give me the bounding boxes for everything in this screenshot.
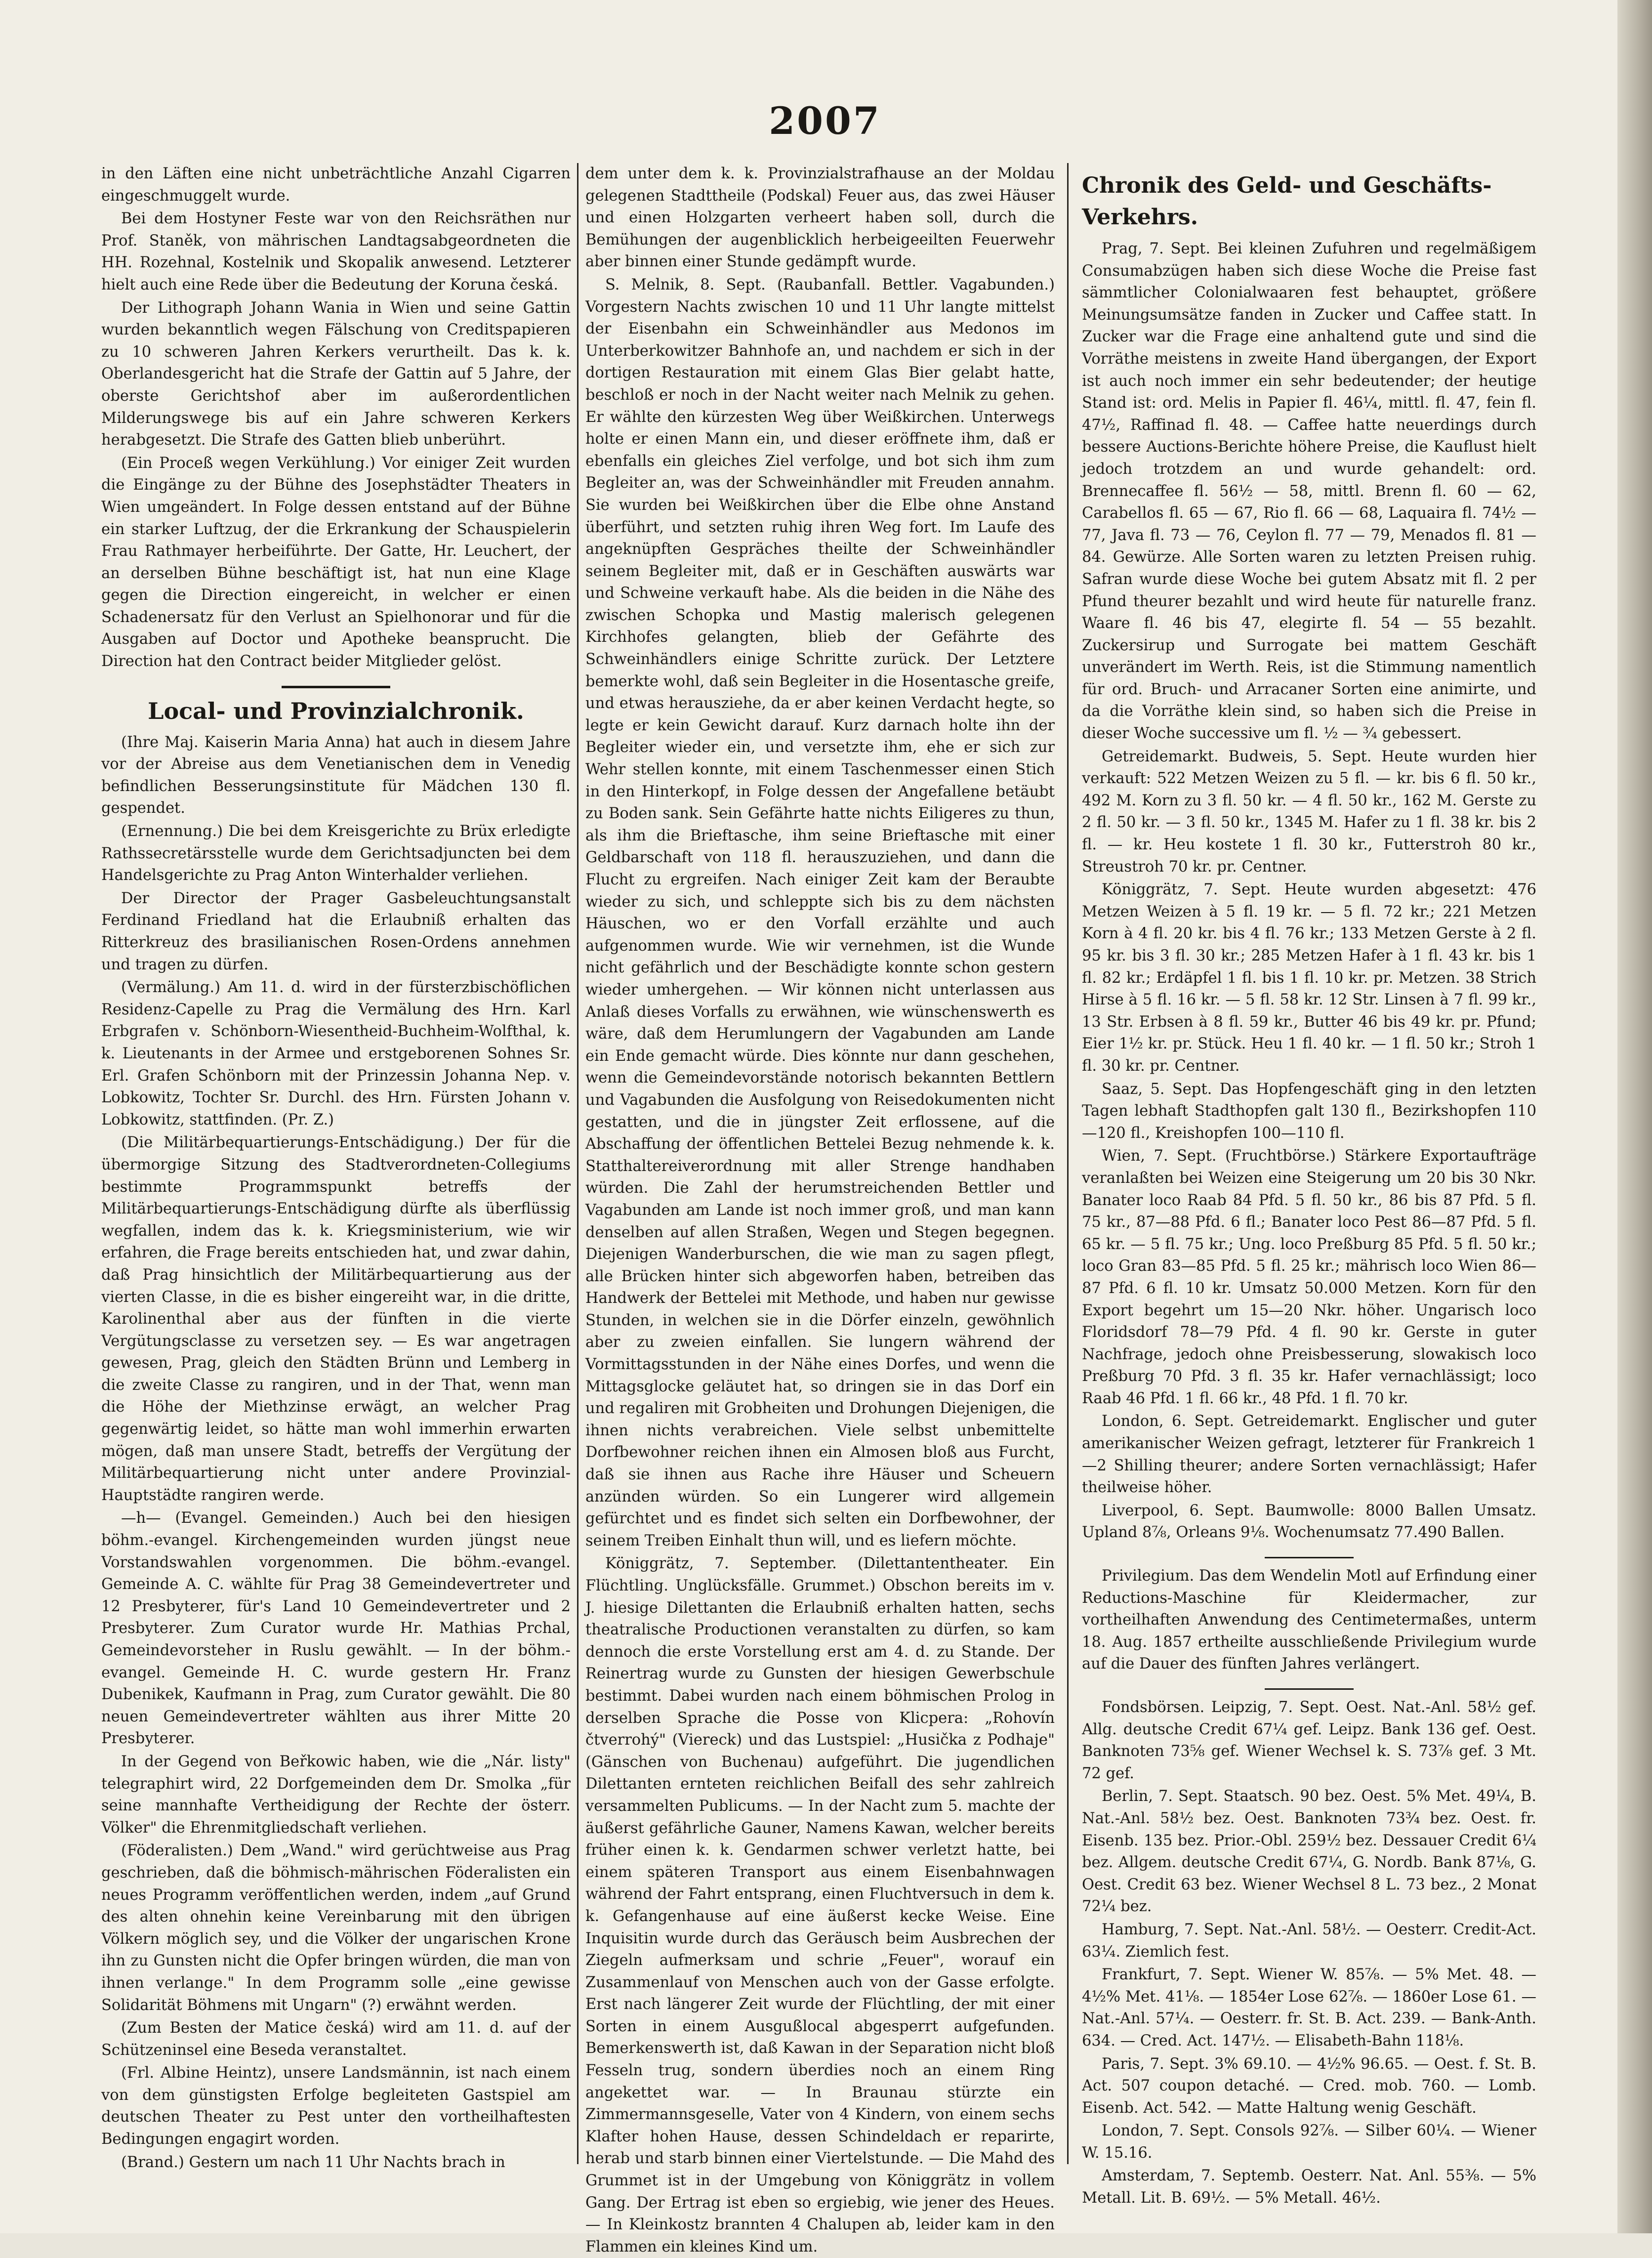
book-binding-edge	[1617, 0, 1652, 2233]
column-left	[101, 163, 571, 2171]
article-paragraph: (Brand.) Gestern um nach 11 Uhr Nachts brach in	[121, 2153, 505, 2171]
article-paragraph: (Ernennung.) Die bei dem Kreisgerichte zu Brüx erledigte Rathssecretärsstelle wurde dem Gerichtsadjuncten bei dem Handelsgerichte zu Prag Anton Winterhalder verliehen.	[101, 823, 571, 884]
market-report: Getreidemarkt. Budweis, 5. Sept. Heute wurden hier verkauft: 522 Metzen Weizen zu 5 fl. — kr. bis 6 fl. 50 kr., 492 M. Korn zu 3 fl. 50 kr. — 4 fl. 50 kr., 162 M. Gerste zu 2 fl. 50 kr. — 3 fl. 50 kr., 1345 M. Hafer zu 1 fl. 38 kr. bis 2 fl. — kr. Heu kostete 1 fl. 30 kr., Futterstroh 80 kr., Streustroh 70 kr. pr. Centner.	[1082, 748, 1536, 876]
exchange-report: Fondsbörsen. Leipzig, 7. Sept. Oest. Nat.-Anl. 58½ gef. Allg. deutsche Credit 67¼ gef. Leipz. Bank 136 gef. Oest. Banknoten 73⅝ gef. Wiener Wechsel k. S. 73⅞ gef. 3 Mt. 72 gef.	[1082, 1699, 1536, 1782]
column-middle	[585, 163, 1055, 2256]
article-paragraph: Der Director der Prager Gasbeleuchtungsanstalt Ferdinand Friedland hat die Erlaubniß erhalten das Ritterkreuz des brasilianischen Rosen-Ordens annehmen und tragen zu dürfen.	[101, 889, 571, 973]
market-report: Liverpool, 6. Sept. Baumwolle: 8000 Ballen Umsatz. Upland 8⅞, Orleans 9⅛. Wochenumsatz 77.490 Ballen.	[1082, 1502, 1536, 1542]
article-paragraph: (Ein Proceß wegen Verkühlung.) Vor einiger Zeit wurden die Eingänge zu der Bühne des Josephstädter Theaters in Wien umgeändert. In Folge dessen entstand auf der Bühne ein starker Luftzug, der die Erkrankung der Schauspielerin Frau Rathmayer herbeiführte. Der Gatte, Hr. Leuchert, der an derselben Bühne beschäftigt ist, hat nun eine Klage gegen die Direction eingereicht, in welcher er einen Schadenersatz für den Verlust an Spielhonorar und für die Ausgaben auf Doctor und Apotheke beansprucht. Die Direction hat den Contract beider Mitglieder gelöst.	[101, 454, 571, 670]
exchange-report: Paris, 7. Sept. 3% 69.10. — 4½% 96.65. — Oest. f. St. B. Act. 507 coupon detaché. — Cred. mob. 760. — Lomb. Eisenb. Act. 542. — Matte Haltung wenig Geschäft.	[1082, 2055, 1536, 2117]
article-paragraph: S. Melnik, 8. Sept. (Raubanfall. Bettler. Vagabunden.) Vorgestern Nachts zwischen 10 und 11 Uhr langte mittelst der Eisenbahn ein Schweinhändler aus Medonos im Unterberkowitzer Bahnhofe an, und nachdem er sich in der dortigen Restauration mit einem Glas Bier gelabt hatte, beschloß er noch in der Nacht weiter nach Melnik zu gehen. Er wählte den kürzesten Weg über Weißkirchen. Unterwegs holte er einen Mann ein, und dieser eröffnete ihm, daß er ebenfalls ein gleiches Ziel verfolge, und bot sich ihm zum Begleiter an, was der Schweinhändler mit Freuden annahm. Sie wurden bei Weißkirchen über die Elbe ohne Anstand überführt, und setzten ruhig ihren Weg fort. Im Laufe des angeknüpften Gespräches theilte der Schweinhändler seinem Begleiter mit, daß er in Geschäften auswärts war und Schweine verkauft habe. Als die beiden in die Nähe des zwischen Schopka und Mastig malerisch gelegenen Kirchhofes gelangten, blieb der Gefährte des Schweinhändlers einige Schritte zurück. Der Letztere bemerkte wohl, daß sein Begleiter in die Hosentasche greife, und etwas herausziehe, da er aber keinen Verdacht hegte, so legte er kein Gewicht darauf. Kurz darnach holte ihn der Begleiter wieder ein, und versetzte ihm, ehe er sich zur Wehr stellen konnte, mit einem Taschenmesser einen Stich in den Hinterkopf, in Folge dessen der Angefallene betäubt zu Boden sank. Sein Gefährte hatte nichts Eiligeres zu thun, als ihm die Brieftasche, ihm seine Brieftasche mit einer Geldbarschaft von 118 fl. herauszuziehen, und dann die Flucht zu ergreifen. Nach einiger Zeit kam der Beraubte wieder zu sich, und schleppte sich bis zu dem nächsten Häuschen, wo er den Vorfall erzählte und auch aufgenommen wurde. Wie wir vernehmen, ist die Wunde nicht gefährlich und der Beschädigte konnte schon gestern wieder umhergehen. — Wir können nicht unterlassen aus Anlaß dieses Vorfalls zu erwähnen, wie wünschenswerth es wäre, daß dem Herumlungern der Vagabunden am Lande ein Ende gemacht würde. Dies könnte nur dann geschehen, wenn die Gemeindevorstände notorisch bekannten Bettlern und Vagabunden die Ausfolgung von Reisedokumenten nicht gestatten, und die in jüngster Zeit erflossene, auf die Abschaffung der öffentlichen Bettelei Bezug nehmende k. k. Statthaltereiverordnung mit aller Strenge handhaben würden. Die Zahl der herumstreichenden Bettler und Vagabunden am Lande ist noch immer groß, und man kann denselben auf allen Straßen, Wegen und Stegen begegnen. Diejenigen Wanderburschen, die wie man zu sagen pflegt, alle Brücken hinter sich abgeworfen haben, betreiben das Handwerk der Bettelei mit Methode, und haben nur gewisse Stunden, in welchen sie in die Dörfer einzeln, gewöhnlich aber zu zweien einfallen. Sie lungern während der Vormittagsstunden in der Nähe eines Dorfes, und wenn die Mittagsglocke geläutet hat, so dringen sie in das Dorf ein und regaliren mit Grobheiten und Drohungen Diejenigen, die ihnen nichts verabreichen. Viele selbst unbemittelte Dorfbewohner reichen ihnen ein Almosen bloß aus Furcht, daß sie ihnen aus Rache ihre Häuser und Scheuern anzünden würden. So ein Lungerer wird allgemein gefürchtet und es findet sich selten ein Dorfbewohner, der seinem Treiben Einhalt thun will, und es liefern möchte.	[585, 276, 1055, 1549]
column-divider	[1067, 163, 1069, 2164]
market-report: Saaz, 5. Sept. Das Hopfengeschäft ging in den letzten Tagen lebhaft Stadthopfen galt 130 fl., Bezirkshopfen 110—120 fl., Kreishopfen 100—110 fl.	[1082, 1080, 1536, 1142]
section-heading-local-chronicle: Local- und Provinzialchronik.	[148, 697, 524, 724]
article-paragraph: Bei dem Hostyner Feste war von den Reichsräthen nur Prof. Staněk, von mährischen Landtagsabgeordneten die HH. Rozehnal, Kostelnik und Skopalik anwesend. Letzterer hielt auch eine Rede über die Bedeutung der Koruna česká.	[101, 210, 571, 293]
article-paragraph: (Frl. Albine Heintz), unsere Landsmännin, ist nach einem von dem günstigsten Erfolge begleiteten Gastspiel am deutschen Theater zu Pest unter den vortheilhaftesten Bedingungen engagirt worden.	[101, 2064, 571, 2148]
market-report: Königgrätz, 7. Sept. Heute wurden abgesetzt: 476 Metzen Weizen à 5 fl. 19 kr. — 5 fl. 72 kr.; 221 Metzen Korn à 4 fl. 20 kr. bis 4 fl. 76 kr.; 133 Metzen Gerste à 2 fl. 95 kr. bis 3 fl. 30 kr.; 285 Metzen Hafer à 1 fl. 43 kr. bis 1 fl. 82 kr.; Erdäpfel 1 fl. bis 1 fl. 10 kr. pr. Metzen. 38 Strich Hirse à 5 fl. 16 kr. — 5 fl. 58 kr. 12 Str. Linsen à 7 fl. 99 kr., 13 Str. Erbsen à 8 fl. 59 kr., Butter 46 bis 49 kr. pr. Pfund; Eier 1½ kr. pr. Stück. Heu 1 fl. 40 kr. — 1 fl. 50 kr.; Stroh 1 fl. 30 kr. pr. Centner.	[1082, 881, 1536, 1075]
section-heading-money-chronicle: Chronik des Geld- und Geschäfts-Verkehrs.	[1082, 173, 1492, 230]
section-divider	[282, 686, 390, 688]
exchange-report: Frankfurt, 7. Sept. Wiener W. 85⅞. — 5% Met. 48. — 4½% Met. 41⅛. — 1854er Lose 62⅞. — 1860er Lose 61. — Nat.-Anl. 57¼. — Oesterr. fr. St. B. Act. 239. — Bank-Anth. 634. — Cred. Act. 147½. — Elisabeth-Bahn 118⅛.	[1082, 1966, 1536, 2049]
market-report: Prag, 7. Sept. Bei kleinen Zufuhren und regelmäßigem Consumabzügen haben sich diese Woche die Preise fast sämmtlicher Colonialwaaren fest behauptet, größere Meinungsumsätze fanden in Zucker und Caffee statt. In Zucker war die Frage eine anhaltend gute und sind die Vorräthe meistens in zweite Hand übergangen, der Export ist auch noch immer ein sehr bedeutender; der heutige Stand ist: ord. Melis in Papier fl. 46¼, mittl. fl. 47, fein fl. 47½, Raffinad fl. 48. — Caffee hatte neuerdings durch bessere Auctions-Berichte höhere Preise, die Kauflust hielt jedoch trotzdem an und wurde gehandelt: ord. Brennecaffee fl. 56½ — 58, mittl. Brenn fl. 60 — 62, Carabellos fl. 65 — 67, Rio fl. 66 — 68, Laquaira fl. 74½ — 77, Java fl. 73 — 76, Ceylon fl. 77 — 79, Menados fl. 81 — 84. Gewürze. Alle Sorten waren zu letzten Preisen ruhig. Safran wurde diese Woche bei gutem Absatz mit fl. 2 per Pfund theurer bezahlt und wird heute für naturelle franz. Waare fl. 46 bis 47, elegirte fl. 54 — 55 bezahlt. Zuckersirup und Surrogate bei mattem Geschäft unverändert im Werth. Reis, ist die Stimmung namentlich für ord. Bruch- und Arracaner Sorten eine animirte, und da die Vorräthe klein sind, so haben sich die Preise in dieser Woche successive um fl. ½ — ¾ gebessert.	[1082, 240, 1536, 743]
exchange-report: Amsterdam, 7. Septemb. Oesterr. Nat. Anl. 55⅜. — 5% Metall. Lit. B. 69½. — 5% Metall. 46½.	[1082, 2167, 1536, 2207]
section-divider	[1265, 1557, 1354, 1558]
article-paragraph: In der Gegend von Beřkowic haben, wie die „Nár. listy" telegraphirt wird, 22 Dorfgemeinden dem Dr. Smolka „für seine mannhafte Vertheidigung der Rechte der österr. Völker" die Ehrenmitgliedschaft verliehen.	[101, 1753, 571, 1837]
article-paragraph: (Die Militärbequartierungs-Entschädigung.) Der für die übermorgige Sitzung des Stadtverordneten-Collegiums bestimmte Programmspunkt betreffs der Militärbequartierungs-Entschädigung dürfte als überflüssig wegfallen, indem das k. k. Kriegsministerium, wie wir erfahren, die Frage bereits entschieden hat, und zwar dahin, daß Prag hinsichtlich der Militärbequartierung aus der vierten Classe, in die es bisher eingereiht war, in die dritte, Karolinenthal aber aus der fünften in die vierte Vergütungsclasse zu versetzen sey. — Es war angetragen gewesen, Prag, gleich den Städten Brünn und Lemberg in die zweite Classe zu rangiren, und in der That, wenn man die Höhe der Miethzinse erwägt, an welcher Prag gegenwärtig leidet, so hätte man wohl immerhin erwarten mögen, daß man unsere Stadt, betreffs der Vergütung der Militärbequartierung nicht unter andere Provinzial-Hauptstädte rangiren werde.	[101, 1134, 571, 1504]
market-report: London, 6. Sept. Getreidemarkt. Englischer und guter amerikanischer Weizen gefragt, letzterer für Frankreich 1—2 Shilling theurer; andere Sorten vernachlässigt; Hafer theilweise höher.	[1082, 1413, 1536, 1497]
page-number: 2007	[769, 99, 881, 143]
article-paragraph: in den Läften eine nicht unbeträchtliche Anzahl Cigarren eingeschmuggelt wurde.	[101, 165, 571, 205]
exchange-report: Hamburg, 7. Sept. Nat.-Anl. 58½. — Oesterr. Credit-Act. 63¼. Ziemlich fest.	[1082, 1921, 1536, 1961]
privilege-notice: Privilegium. Das dem Wendelin Motl auf Erfindung einer Reductions-Maschine für Kleidermacher, zur vortheilhaften Anwendung des Centimetermaßes, unterm 18. Aug. 1857 ertheilte ausschließende Privilegium wurde auf die Dauer des fünften Jahres verlängert.	[1082, 1567, 1536, 1673]
article-paragraph: Königgrätz, 7. September. (Dilettantentheater. Ein Flüchtling. Unglücksfälle. Grummet.) Obschon bereits im v. J. hiesige Dilettanten die Erlaubniß erhalten hatten, sechs theatralische Productionen veranstalten zu dürfen, so kam dennoch die erste Vorstellung erst am 4. d. zu Stande. Der Reinertrag wurde zu Gunsten der hiesigen Gewerbschule bestimmt. Dabei wurden nach einem böhmischen Prolog in derselben Sprache die Posse von Klicpera: „Rohovín čtverrohý" (Viereck) und das Lustspiel: „Husička z Podhaje" (Gänschen von Buchenau) aufgeführt. Die jugendlichen Dilettanten ernteten reichlichen Beifall des sehr zahlreich versammelten Publicums. — In der Nacht zum 5. machte der äußerst gefährliche Gauner, Namens Kawan, welcher bereits früher einen k. k. Gendarmen schwer verletzt hatte, bei einem späteren Transport aus einem Eisenbahnwagen während der Fahrt entsprang, einen Fluchtversuch in dem k. k. Gefangenhause auf eine äußerst kecke Weise. Eine Inquisitin wurde durch das Geräusch beim Ausbrechen der Ziegeln aufmerksam und schrie „Feuer", worauf ein Zusammenlauf von Menschen auch von der Gasse erfolgte. Erst nach längerer Zeit wurde der Flüchtling, der mit einer Sorten in einem Ausgußlocal abgesperrt aufgefunden. Bemerkenswerth ist, daß Kawan in der Separation nicht bloß Fesseln trug, sondern überdies noch an einem Ring angekettet war. — In Braunau stürzte ein Zimmermannsgeselle, Vater von 4 Kindern, von einem sechs Klafter hohen Hause, dessen Schindeldach er reparirte, herab und starb binnen einer Viertelstunde. — Die Mahd des Grummet ist in der Umgebung von Königgrätz in vollem Gang. Der Ertrag ist eben so ergiebig, wie jener des Heues. — In Kleinkostz brannten 4 Chalupen ab, leider kam in den Flammen ein kleines Kind um.	[585, 1555, 1055, 2256]
article-paragraph: (Zum Besten der Matice česká) wird am 11. d. auf der Schützeninsel eine Beseda veranstaltet.	[101, 2019, 571, 2059]
article-paragraph: (Ihre Maj. Kaiserin Maria Anna) hat auch in diesem Jahre vor der Abreise aus dem Venetianischen dem in Venedig befindlichen Besserungsinstitute für Mädchen 130 fl. gespendet.	[101, 733, 571, 817]
article-paragraph: Der Lithograph Johann Wania in Wien und seine Gattin wurden bekanntlich wegen Fälschung von Creditspapieren zu 10 schweren Jahren Kerkers verurtheilt. Das k. k. Oberlandesgericht hat die Strafe der Gattin auf 5 Jahre, der oberste Gerichtshof aber im außerordentlichen Milderungswege bis auf ein Jahre schweren Kerkers herabgesetzt. Die Strafe des Gatten blieb unberührt.	[101, 299, 571, 449]
exchange-report: Berlin, 7. Sept. Staatsch. 90 bez. Oest. 5% Met. 49¼, B. Nat.-Anl. 58½ bez. Oest. Banknoten 73¾ bez. Oest. fr. Eisenb. 135 bez. Prior.-Obl. 259½ bez. Dessauer Credit 6¼ bez. Allgem. deutsche Credit 67¼, G. Nordb. Bank 87⅛, G. Oest. Credit 63 bez. Wiener Wechsel 8 L. 73 bez., 2 Monat 72¼ bez.	[1082, 1788, 1536, 1916]
article-paragraph: (Föderalisten.) Dem „Wand." wird gerüchtweise aus Prag geschrieben, daß die böhmisch-mährischen Föderalisten ein neues Programm veröffentlichen werden, indem „auf Grund des alten ohnehin keine Vereinbarung mit den übrigen Völkern möglich sey, und die Völker der ungarischen Krone ihn zu Gunsten nicht die Opfer bringen würden, die man von ihnen verlange." In dem Programm solle „eine gewisse Solidarität Böhmens mit Ungarn" (?) erwähnt werden.	[101, 1842, 571, 2014]
column-right	[1082, 163, 1536, 2207]
section-divider	[1265, 1688, 1354, 1690]
exchange-report: London, 7. Sept. Consols 92⅞. — Silber 60¼. — Wiener W. 15.16.	[1082, 2122, 1536, 2162]
article-paragraph: (Vermälung.) Am 11. d. wird in der fürsterzbischöflichen Residenz-Capelle zu Prag die Vermälung des Hrn. Karl Erbgrafen v. Schönborn-Wiesentheid-Buchheim-Wolfthal, k. k. Lieutenants in der Armee und erstgeborenen Sohnes Sr. Erl. Grafen Schönborn mit der Prinzessin Johanna Nep. v. Lobkowitz, Tochter Sr. Durchl. des Hrn. Fürsten Johann v. Lobkowitz, stattfinden. (Pr. Z.)	[101, 979, 571, 1129]
market-report: Wien, 7. Sept. (Fruchtbörse.) Stärkere Exportaufträge veranlaßten bei Weizen eine Steigerung um 20 bis 30 Nkr. Banater loco Raab 84 Pfd. 5 fl. 50 kr., 86 bis 87 Pfd. 5 fl. 75 kr., 87—88 Pfd. 6 fl.; Banater loco Pest 86—87 Pfd. 5 fl. 65 kr. — 5 fl. 75 kr.; Ung. loco Preßburg 85 Pfd. 5 fl. 50 kr.; loco Gran 83—85 Pfd. 5 fl. 25 kr.; mährisch loco Wien 86—87 Pfd. 6 fl. 10 kr. Umsatz 50.000 Metzen. Korn für den Export begehrt um 15—20 Nkr. höher. Ungarisch loco Floridsdorf 78—79 Pfd. 4 fl. 90 kr. Gerste in guter Nachfrage, jedoch ohne Preisbesserung, slowakisch loco Preßburg 70 Pfd. 3 fl. 35 kr. Hafer vernachlässigt; loco Raab 46 Pfd. 1 fl. 66 kr., 48 Pfd. 1 fl. 70 kr.	[1082, 1147, 1536, 1407]
article-paragraph: —h— (Evangel. Gemeinden.) Auch bei den hiesigen böhm.-evangel. Kirchengemeinden wurden jüngst neue Vorstandswahlen vorgenommen. Die böhm.-evangel. Gemeinde A. C. wählte für Prag 38 Gemeindevertreter und 12 Presbyterer, für's Land 10 Gemeindevertreter und 2 Presbyterer. Zum Curator wurde Hr. Mathias Prchal, Gemeindevorsteher in Ruslu gewählt. — In der böhm.-evangel. Gemeinde H. C. wurde gestern Hr. Franz Dubenikek, Kaufmann in Prag, zum Curator gewählt. Die 80 neuen Gemeindevertreter wählten aus ihrer Mitte 20 Presbyterer.	[101, 1509, 571, 1748]
column-divider	[577, 163, 578, 2164]
article-paragraph: dem unter dem k. k. Provinzialstrafhause an der Moldau gelegenen Stadttheile (Podskal) Feuer aus, das zwei Häuser und einen Holzgarten verheert haben soll, durch die Bemühungen der augenblicklich herbeigeeilten Feuerwehr aber binnen einer Stunde gedämpft wurde.	[585, 165, 1055, 271]
